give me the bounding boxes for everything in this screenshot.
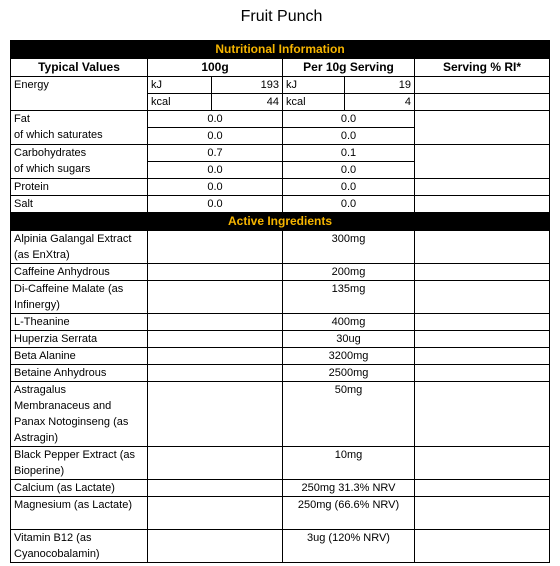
carbs-ri (415, 145, 550, 179)
nutrition-header-row (11, 41, 550, 59)
column-header-row (11, 59, 550, 77)
ingredient-name: Calcium (as Lactate) (11, 480, 148, 497)
ingredient-amount: 200mg (283, 264, 415, 281)
energy-kj-100g: 193 (212, 77, 283, 94)
ingredient-amount: 135mg (283, 281, 415, 314)
ingredient-name: Astragalus Membranaceus and Panax Notoginseng (as Astragin) (11, 382, 148, 447)
ingredient-row (11, 314, 550, 331)
carbs-label: Carbohydrates (14, 147, 87, 159)
ingredient-100g (148, 365, 283, 382)
ingredient-ri (415, 314, 550, 331)
ingredient-ri (415, 447, 550, 480)
sugars-100g: 0.0 (148, 161, 282, 178)
sugars-label: of which sugars (14, 163, 91, 175)
ingredient-name: Beta Alanine (11, 348, 148, 365)
ingredient-name: Huperzia Serrata (11, 331, 148, 348)
ingredient-ri (415, 348, 550, 365)
ingredient-ri (415, 530, 550, 563)
ingredient-name: Di-Caffeine Malate (as Infinergy) (11, 281, 148, 314)
ingredient-name: Vitamin B12 (as Cyanocobalamin) (11, 530, 148, 563)
fat-100g: 0.0 (207, 113, 223, 125)
ingredient-row (11, 497, 550, 530)
carbs-serving: 0.1 (340, 147, 357, 159)
saturates-100g: 0.0 (148, 127, 282, 144)
protein-label: Protein (11, 179, 148, 196)
salt-100g: 0.0 (148, 196, 283, 213)
fat-serving-cell (283, 111, 415, 145)
ingredient-100g (148, 382, 283, 447)
nutritional-information-header: Nutritional Information (11, 41, 550, 59)
ingredient-row (11, 480, 550, 497)
col-serving-ri: Serving % RI* (415, 59, 550, 77)
energy-unit-kj: kJ (148, 77, 212, 94)
protein-row (11, 179, 550, 196)
ingredient-100g (148, 231, 283, 264)
ingredient-row (11, 530, 550, 563)
carbs-serving-cell (283, 145, 415, 179)
salt-ri (415, 196, 550, 213)
carbs-100g: 0.7 (207, 147, 223, 159)
fat-label: Fat (14, 113, 30, 125)
ingredient-amount: 2500mg (283, 365, 415, 382)
ingredient-ri (415, 365, 550, 382)
ingredient-amount: 250mg 31.3% NRV (283, 480, 415, 497)
ingredient-100g (148, 447, 283, 480)
ingredient-amount: 300mg (283, 231, 415, 264)
saturates-label: of which saturates (14, 129, 103, 141)
ingredient-row (11, 331, 550, 348)
carbs-100g-cell (148, 145, 283, 179)
salt-row (11, 196, 550, 213)
energy-kcal-100g: 44 (212, 94, 283, 111)
ingredient-100g (148, 480, 283, 497)
salt-serving: 0.0 (283, 196, 415, 213)
ingredient-name: Betaine Anhydrous (11, 365, 148, 382)
ingredient-ri (415, 480, 550, 497)
ingredient-ri (415, 281, 550, 314)
energy-kj-serving: 19 (345, 77, 415, 94)
carbs-label-cell (11, 145, 148, 179)
sugars-serving: 0.0 (283, 161, 414, 178)
ingredient-ri (415, 382, 550, 447)
active-ingredients-header: Active Ingredients (11, 213, 550, 231)
ingredient-100g (148, 314, 283, 331)
ingredient-amount: 10mg (283, 447, 415, 480)
nutrition-table (10, 40, 550, 563)
fat-serving: 0.0 (340, 113, 357, 125)
energy-kcal-ri (415, 94, 550, 111)
col-typical-values: Typical Values (11, 59, 148, 77)
ingredient-name: Caffeine Anhydrous (11, 264, 148, 281)
ingredient-name: Alpinia Galangal Extract (as EnXtra) (11, 231, 148, 264)
ingredient-100g (148, 281, 283, 314)
energy-unit-kcal-serving: kcal (283, 94, 345, 111)
protein-ri (415, 179, 550, 196)
fat-label-cell (11, 111, 148, 145)
ingredient-row (11, 231, 550, 264)
salt-label: Salt (11, 196, 148, 213)
carbs-row (11, 145, 550, 179)
fat-row (11, 111, 550, 145)
energy-row-kj (11, 77, 550, 94)
energy-label: Energy (11, 77, 148, 111)
ingredient-amount: 400mg (283, 314, 415, 331)
ingredient-100g (148, 497, 283, 530)
energy-ri (415, 77, 550, 94)
active-header-row (11, 213, 550, 231)
energy-unit-kj-serving: kJ (283, 77, 345, 94)
ingredient-row (11, 264, 550, 281)
ingredient-row (11, 281, 550, 314)
ingredient-row (11, 447, 550, 480)
page-title: Fruit Punch (240, 8, 323, 25)
ingredient-amount: 3ug (120% NRV) (283, 530, 415, 563)
ingredient-name: Black Pepper Extract (as Bioperine) (11, 447, 148, 480)
ingredient-ri (415, 331, 550, 348)
ingredient-name: L-Theanine (11, 314, 148, 331)
fat-ri (415, 111, 550, 145)
ingredient-100g (148, 264, 283, 281)
ingredient-ri (415, 497, 550, 530)
ingredient-100g (148, 530, 283, 563)
col-per-serving: Per 10g Serving (283, 59, 415, 77)
saturates-serving: 0.0 (283, 127, 414, 144)
ingredient-100g (148, 348, 283, 365)
ingredient-amount: 250mg (66.6% NRV) (283, 497, 415, 530)
ingredient-row (11, 348, 550, 365)
ingredient-amount: 30ug (283, 331, 415, 348)
ingredient-row (11, 382, 550, 447)
ingredient-100g (148, 331, 283, 348)
ingredient-amount: 50mg (283, 382, 415, 447)
energy-unit-kcal: kcal (148, 94, 212, 111)
protein-100g: 0.0 (148, 179, 283, 196)
ingredient-ri (415, 231, 550, 264)
ingredient-ri (415, 264, 550, 281)
fat-100g-cell (148, 111, 283, 145)
ingredient-row (11, 365, 550, 382)
energy-kcal-serving: 4 (345, 94, 415, 111)
ingredient-name: Magnesium (as Lactate) (11, 497, 148, 530)
protein-serving: 0.0 (283, 179, 415, 196)
col-100g: 100g (148, 59, 283, 77)
ingredient-amount: 3200mg (283, 348, 415, 365)
